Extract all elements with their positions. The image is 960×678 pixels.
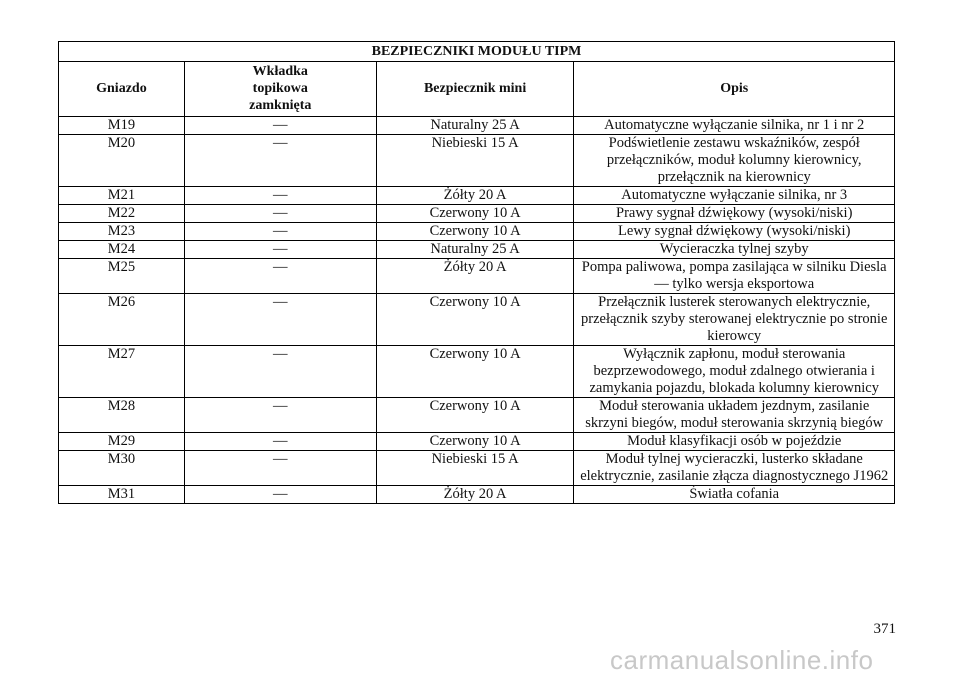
cell-slot: M22 [59,205,185,223]
cell-description: Przełącznik lusterek sterowanych elektrycznie, przełącznik szyby sterowanej elektrycznie po stronie kierowcy [574,294,895,346]
cell-mini-fuse: Czerwony 10 A [376,205,574,223]
cell-description: Lewy sygnał dźwiękowy (wysoki/niski) [574,223,895,241]
cell-cartridge-fuse: — [184,486,376,504]
table-row [59,259,895,294]
cell-mini-fuse: Żółty 20 A [376,187,574,205]
table-body [59,117,895,504]
cell-mini-fuse: Czerwony 10 A [376,433,574,451]
cell-cartridge-fuse: — [184,346,376,398]
cell-cartridge-fuse: — [184,451,376,486]
cell-cartridge-fuse: — [184,117,376,135]
cell-description: Moduł sterowania układem jezdnym, zasilanie skrzyni biegów, moduł sterowania skrzynią biegów [574,398,895,433]
cell-mini-fuse: Czerwony 10 A [376,294,574,346]
cell-slot: M31 [59,486,185,504]
cell-mini-fuse: Naturalny 25 A [376,241,574,259]
header-row [59,62,895,117]
cell-slot: M28 [59,398,185,433]
cell-slot: M29 [59,433,185,451]
cell-description: Pompa paliwowa, pompa zasilająca w silniku Diesla — tylko wersja eksportowa [574,259,895,294]
cell-slot: M27 [59,346,185,398]
header-slot: Gniazdo [59,62,185,117]
table-row [59,187,895,205]
cell-cartridge-fuse: — [184,135,376,187]
cell-cartridge-fuse: — [184,398,376,433]
cell-slot: M20 [59,135,185,187]
header-cartridge-fuse: Wkładka topikowa zamknięta [184,62,376,117]
table-row [59,135,895,187]
watermark: carmanualsonline.info [610,645,874,675]
cell-description: Prawy sygnał dźwiękowy (wysoki/niski) [574,205,895,223]
cell-mini-fuse: Żółty 20 A [376,486,574,504]
cell-description: Światła cofania [574,486,895,504]
fuse-table [58,41,895,504]
cell-cartridge-fuse: — [184,241,376,259]
cell-cartridge-fuse: — [184,259,376,294]
cell-mini-fuse: Niebieski 15 A [376,135,574,187]
cell-description: Podświetlenie zestawu wskaźników, zespół przełączników, moduł kolumny kierownicy, przełącznik na kierownicy [574,135,895,187]
cell-mini-fuse: Naturalny 25 A [376,117,574,135]
table-row [59,117,895,135]
page-number: 371 [873,621,896,637]
table-row [59,223,895,241]
table-row [59,205,895,223]
cell-slot: M25 [59,259,185,294]
cell-mini-fuse: Czerwony 10 A [376,223,574,241]
table-row [59,433,895,451]
cell-description: Moduł tylnej wycieraczki, lusterko składane elektrycznie, zasilanie złącza diagnostycznego J1962 [574,451,895,486]
cell-slot: M24 [59,241,185,259]
cell-cartridge-fuse: — [184,294,376,346]
header-mini-fuse: Bezpiecznik mini [376,62,574,117]
cell-slot: M21 [59,187,185,205]
table-caption: BEZPIECZNIKI MODUŁU TIPM [59,42,895,62]
cell-mini-fuse: Niebieski 15 A [376,451,574,486]
table-row [59,398,895,433]
cell-cartridge-fuse: — [184,187,376,205]
cell-slot: M19 [59,117,185,135]
cell-cartridge-fuse: — [184,433,376,451]
table-row [59,294,895,346]
table-row [59,451,895,486]
cell-description: Moduł klasyfikacji osób w pojeździe [574,433,895,451]
header-description: Opis [574,62,895,117]
cell-mini-fuse: Czerwony 10 A [376,346,574,398]
cell-cartridge-fuse: — [184,205,376,223]
cell-mini-fuse: Czerwony 10 A [376,398,574,433]
cell-slot: M23 [59,223,185,241]
cell-description: Automatyczne wyłączanie silnika, nr 1 i nr 2 [574,117,895,135]
cell-slot: M26 [59,294,185,346]
table-row [59,486,895,504]
cell-description: Wycieraczka tylnej szyby [574,241,895,259]
cell-description: Automatyczne wyłączanie silnika, nr 3 [574,187,895,205]
cell-cartridge-fuse: — [184,223,376,241]
cell-slot: M30 [59,451,185,486]
cell-mini-fuse: Żółty 20 A [376,259,574,294]
cell-description: Wyłącznik zapłonu, moduł sterowania bezprzewodowego, moduł zdalnego otwierania i zamykania pojazdu, blokada kolumny kierownicy [574,346,895,398]
table-row [59,346,895,398]
table-row [59,241,895,259]
